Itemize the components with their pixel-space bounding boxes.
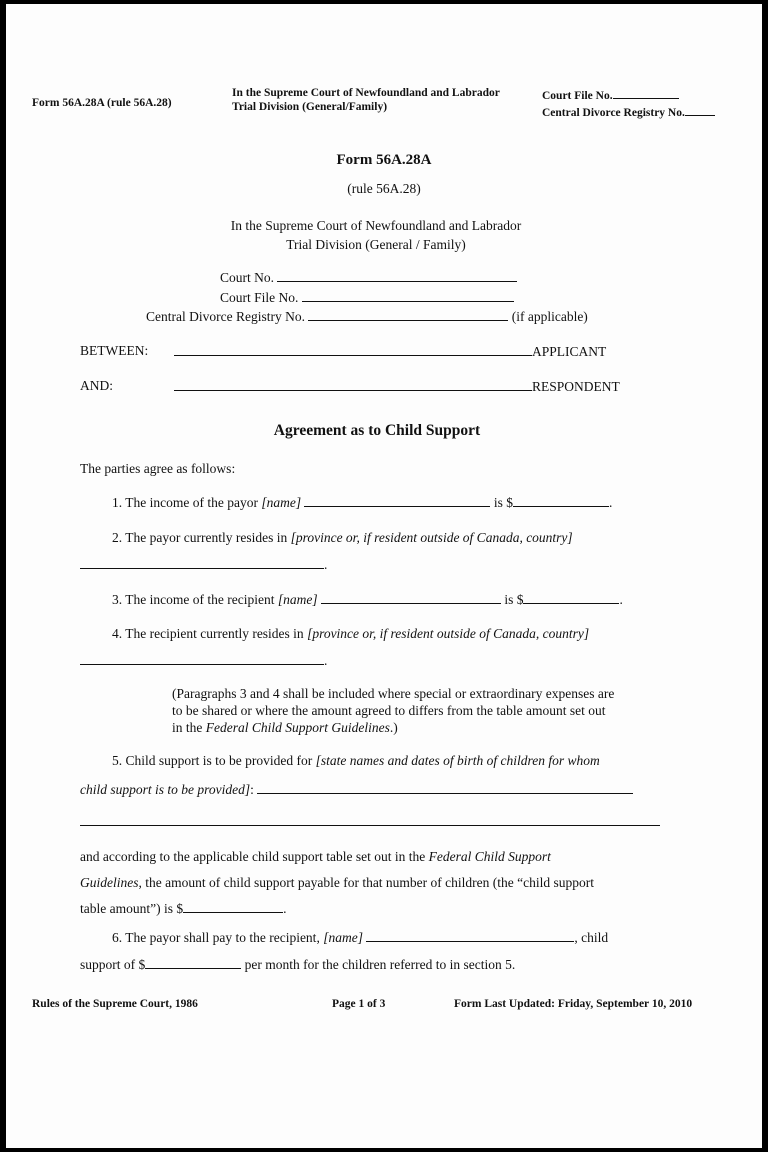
note-line-2: to be shared or where the amount agreed to differs from the table amount set out xyxy=(172,703,606,718)
applicant-line[interactable] xyxy=(174,343,532,356)
item-6 xyxy=(112,929,608,946)
registry-no-line[interactable] xyxy=(308,308,508,321)
recipient-income-line[interactable] xyxy=(523,591,619,604)
court-no-label: Court No. xyxy=(220,270,274,285)
respondent-line[interactable] xyxy=(174,378,532,391)
item-2-text: 2. The payor currently resides in xyxy=(112,530,291,545)
court-no-field xyxy=(220,269,517,286)
note-guidelines: Federal Child Support Guidelines xyxy=(205,720,390,735)
item-5-colon: : xyxy=(250,782,254,797)
table-amount-paragraph: and according to the applicable child support table set out in the Federal Child Support Guidelines, the amount of child support payable for that number of children (the “child support table amount”) is $ . xyxy=(80,849,594,916)
court-file-no-label: Court File No. xyxy=(220,290,299,305)
item-3-text: 3. The income of the recipient xyxy=(112,592,278,607)
court-line2: Trial Division (General / Family) xyxy=(286,237,466,252)
form-rule: (rule 56A.28) xyxy=(347,181,421,196)
item-5-line-2 xyxy=(80,781,633,798)
item-5-text: 5. Child support is to be provided for xyxy=(112,753,316,768)
item-5 xyxy=(112,753,600,769)
court-file-no-field xyxy=(220,289,514,306)
table-amount-guidelines: Federal Child Support xyxy=(428,849,551,864)
children-line-1[interactable] xyxy=(257,781,633,794)
respondent-label: RESPONDENT xyxy=(532,379,620,394)
header-registry-no-line xyxy=(685,103,715,116)
header-file-no: Court File No. xyxy=(542,90,613,102)
recipient-payee-line[interactable] xyxy=(366,929,574,942)
item-6-line-2 xyxy=(80,956,515,973)
header-file-info xyxy=(542,86,715,120)
applicant-field xyxy=(174,343,606,360)
header-court xyxy=(232,86,500,114)
item-2 xyxy=(112,530,573,546)
monthly-support-line[interactable] xyxy=(145,956,241,969)
table-amount-line-1: and according to the applicable child support table set out in the xyxy=(80,849,429,864)
payor-residence-line[interactable] xyxy=(80,556,324,569)
court-no-line[interactable] xyxy=(277,269,517,282)
recipient-residence-line[interactable] xyxy=(80,652,324,665)
item-6-text: 6. The payor shall pay to the recipient, xyxy=(112,930,324,945)
header-court-line1: In the Supreme Court of Newfoundland and Labrador xyxy=(232,87,500,99)
item-6-per-month: per month for the children referred to in section 5. xyxy=(241,957,516,972)
form-title: Form 56A.28A xyxy=(336,152,432,168)
court-line1: In the Supreme Court of Newfoundland and Labrador xyxy=(230,218,522,233)
note-paragraph xyxy=(172,685,614,736)
respondent-field xyxy=(174,378,620,395)
item-2-answer: . xyxy=(80,556,327,573)
table-amount-line-3: table amount”) is $ xyxy=(80,901,184,916)
item-6-name-hint: [name] xyxy=(323,930,363,945)
note-line-3: in the xyxy=(172,720,206,735)
court-file-no-line[interactable] xyxy=(302,289,514,302)
between-label: BETWEEN: xyxy=(80,343,149,358)
if-applicable-label: (if applicable) xyxy=(511,309,588,324)
document-page xyxy=(6,4,762,1148)
children-line-2[interactable] xyxy=(80,825,660,826)
table-amount-line-2: , the amount of child support payable for that number of children (the “child support xyxy=(138,875,594,890)
item-4-text: 4. The recipient currently resides in xyxy=(112,626,308,641)
registry-no-field xyxy=(146,308,588,325)
payor-name-line[interactable] xyxy=(304,494,490,507)
item-1-name-hint: [name] xyxy=(261,495,302,510)
table-amount-line[interactable] xyxy=(183,900,283,913)
payor-income-line[interactable] xyxy=(513,494,609,507)
item-2-hint: [province or, if resident outside of Canada, country] xyxy=(290,530,573,545)
intro-text: The parties agree as follows: xyxy=(80,461,236,476)
header-file-no-line xyxy=(613,86,679,99)
and-label: AND: xyxy=(80,378,113,393)
item-4 xyxy=(112,626,589,642)
item-1-text: 1. The income of the payor xyxy=(112,495,262,510)
item-3-name-hint: [name] xyxy=(277,592,318,607)
recipient-name-line[interactable] xyxy=(321,591,501,604)
table-amount-guidelines-2: Guidelines xyxy=(80,875,139,890)
header-court-line2: Trial Division (General/Family) xyxy=(232,101,388,113)
item-6-support-of: support of $ xyxy=(80,957,146,972)
note-line-1: (Paragraphs 3 and 4 shall be included where special or extraordinary expenses are xyxy=(172,686,615,701)
footer-page: Page 1 of 3 xyxy=(332,998,386,1010)
item-5-hint: [state names and dates of birth of children for whom xyxy=(315,753,600,768)
header-registry-no: Central Divorce Registry No. xyxy=(542,107,685,119)
item-5-hint-2: child support is to be provided] xyxy=(80,782,251,797)
item-1-amount-label: is $ xyxy=(493,495,513,510)
item-4-hint: [province or, if resident outside of Canada, country] xyxy=(307,626,590,641)
item-3: 3. The income of the recipient [name] is $ . xyxy=(112,592,623,607)
item-6-child: , child xyxy=(574,930,609,945)
item-4-answer: . xyxy=(80,652,327,669)
registry-no-label: Central Divorce Registry No. xyxy=(146,309,305,324)
item-1: 1. The income of the payor [name] is $ . xyxy=(112,495,613,510)
header-form-rule: Form 56A.28A (rule 56A.28) xyxy=(32,97,172,109)
applicant-label: APPLICANT xyxy=(532,344,607,359)
item-3-amount-label: is $ xyxy=(504,592,524,607)
agreement-heading: Agreement as to Child Support xyxy=(273,422,481,439)
footer-updated: Form Last Updated: Friday, September 10, 2010 xyxy=(454,998,693,1010)
note-end: .) xyxy=(389,720,398,735)
footer-rules: Rules of the Supreme Court, 1986 xyxy=(32,998,198,1010)
